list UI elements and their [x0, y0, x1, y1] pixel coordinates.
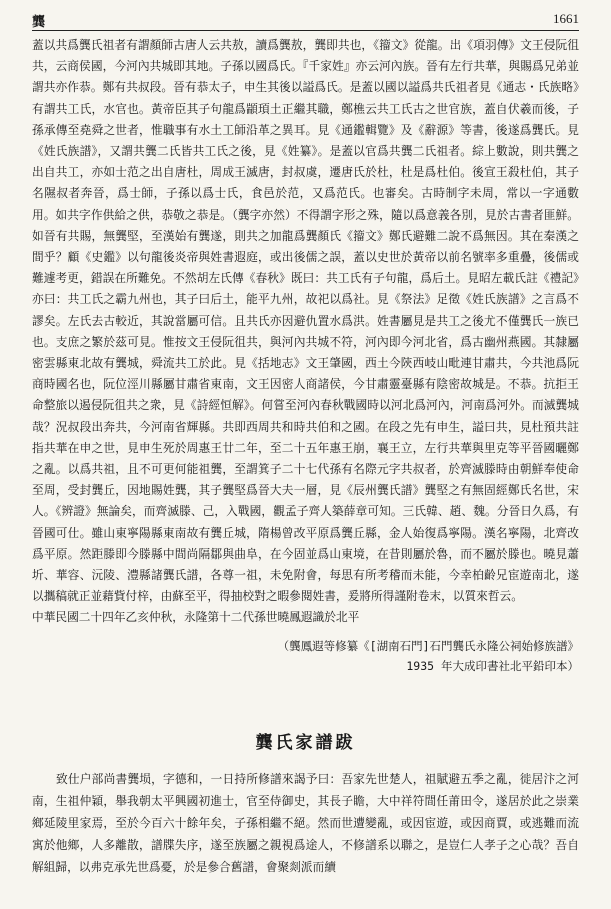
source-line-2: 1935 年大成印書社北平鉛印本）	[406, 659, 579, 673]
main-text-block	[32, 35, 579, 629]
main-paragraph: 蓋以共爲龔氏祖者有謂顏師古唐人云共敖，讀爲龔敖，龔即共也，《籀文》從龍。出《項羽傳》文王侵阮徂共，云商侯國，今河內共城即其地。子孫以國爲氏。『千家姓』亦云河內族。晉有左行共華，與賜爲兄弟並謂共亦作恭。鄭有共叔段。晉有恭太子，申生其後以謚爲氏。是蓋以國以謚爲共氏祖者見《通志・氏族略》有謂共工氏，水官也。黃帝臣其子句龍爲顓頊土正繼其職，鄭樵云共工氏古之世官族，蓋自伏羲而後，子孫承傳至堯舜之世者，惟職事有水土工師沿革之異耳。見《通鑑輯覽》及《辭源》等書，後遂爲龔氏。見《姓氏族譜》，又謂共龔二氏皆共工氏之後，見《姓纂》。是蓋以官爲共龔二氏祖者。綜上數說，則共龔之出自共工，亦如士范之出自唐杜，周成王滅唐，封叔虞，遷唐氏於杜，杜是爲杜伯。後宣王殺杜伯，其子名隰叔者奔晉，爲士師，子孫以爲士氏，食邑於范，又爲范氏。也審矣。古時制字未周，常以一字通數用。如共字作供給之供，恭敬之恭是。（龔字亦然）不得謂字形之殊，隨以爲意義各別，見於古書者匪鮮。如晉有共賜，無龔堅，至漢始有龔遂，則共之加龍爲龔顏氏《籀文》鄭氏避難二說不爲無因。其在秦漢之間乎？顧《史鑑》以句龍後炎帝與姓書遐庭，或出後儒之誤，蓋以史世於黃帝以前名號率多重疊，後儒或難遽考更，錯誤在所難免。不然胡左氏傳《春秋》既曰：共工氏有子句龍，爲后土。見昭左載氏註《禮記》亦曰：共工氏之霸九州也，其子曰后土，能平九州，故祀以爲社。見《祭法》足徵《姓氏族譜》之言爲不謬矣。左氏去古較近，其說當屬可信。且共氏亦因避仇置水爲洪。姓書屬見是共工之後尤不僅龔氏一族已也。支庶之繁於茲可見。惟按文王侵阮徂共，與河內共城不符，河內即今河北省，爲古幽州燕國。其隸屬密雲縣東北故有龔城，舜流共工於此。見《括地志》文王肇國，西土今陝西岐山毗連甘肅共，今共池爲阮商時國名也，阮位涇川縣屬甘肅省東南，文王因密人商諸侯，今甘肅靈臺縣有陰密故城是。不恭。抗拒王命整旅以遏侵阮徂共之衆，見《詩經恒解》。何嘗至河內春秋戰國時以河北爲河內，河南爲河外。而滅龔城哉？況叔段出奔共，今河南省輝縣。共即西周共和時共伯和之國。在段之先有申生，謚曰共，見杜預共註指共華在申之世，見申生死於周惠王廿二年，至二十五年惠王崩，襄王立，左行共華與里克等平晉國曬鄭之亂。以爲共祖，且不可更何能祖龔，至謂箕子二十七代孫有名際元字共叔者，於齊滅滕時由朝鮮奉使命至周，受封龔丘，因地賜姓龔，其子龔堅爲晉大夫一層，見《辰州龔氏譜》龔堅之有無固經鄭氏名世，宋人。《辨證》無論矣，而齊滅滕、己，入戰國，觀孟子齊人築薛章可知。三氏韓、趙、魏。分晉日久爲，有晉國可仕。雖山東寧陽縣東南故有龔丘城，隋楊曾改平原爲龔丘縣，金人始復爲寧陽。漢名寧陽，北齊改爲平原。然距滕即今滕縣中間尚隔鄒與曲阜，在今固並爲山東境，在昔則屬於魯，而不屬於滕也。曉見蕭圻、華容、沅陵、澧縣諸龔氏譜，各尊一祖，未免附會，每思有所考稽而未能，今幸柏齡兄宦遊南北，遂以攜稿就正並藉貲付梓，由蘇至平，得抽校對之暇參閱姓書，爰將所得謹附卷末，以質來哲云。	[32, 38, 579, 604]
page-header	[32, 8, 579, 31]
section-title: 龔氏家譜跋	[255, 733, 356, 753]
date-signature-line: 中華民國二十四年乙亥仲秋，永隆第十二代孫世曉鳳遐識於北平	[32, 610, 360, 625]
running-head: 龔	[32, 15, 46, 30]
source-citation	[39, 636, 579, 676]
page-number: 1661	[553, 11, 579, 26]
source-line-1: （龔鳳遐等修纂《[湖南石門]石門龔氏永隆公祠始修族譜》	[277, 639, 579, 653]
section-body: 致仕户部尚書龔埙，字德和，一日持所修譜來謁予曰：吾家先世楚人，祖賦避五季之亂，徙居汴之河南，生祖仲穎，舉我朝太平興國初進士，官至侍御史，其長子瞻，大中祥符間任莆田令，遂居於此之崇業鄉延陵里家焉，至於今百六十餘年矣，子孫相繼不絕。然而世遭變亂，或因宦遊，或因商賈，或逃難而流寓於他鄉，人多離散，譜牒失序，遂至族屬之親視爲途人，不修譜系以聯之，是豈仁人孝子之心哉？吾自解組歸，以弗克承先世爲憂，於是參合舊譜，會聚剡派而續	[32, 772, 579, 874]
